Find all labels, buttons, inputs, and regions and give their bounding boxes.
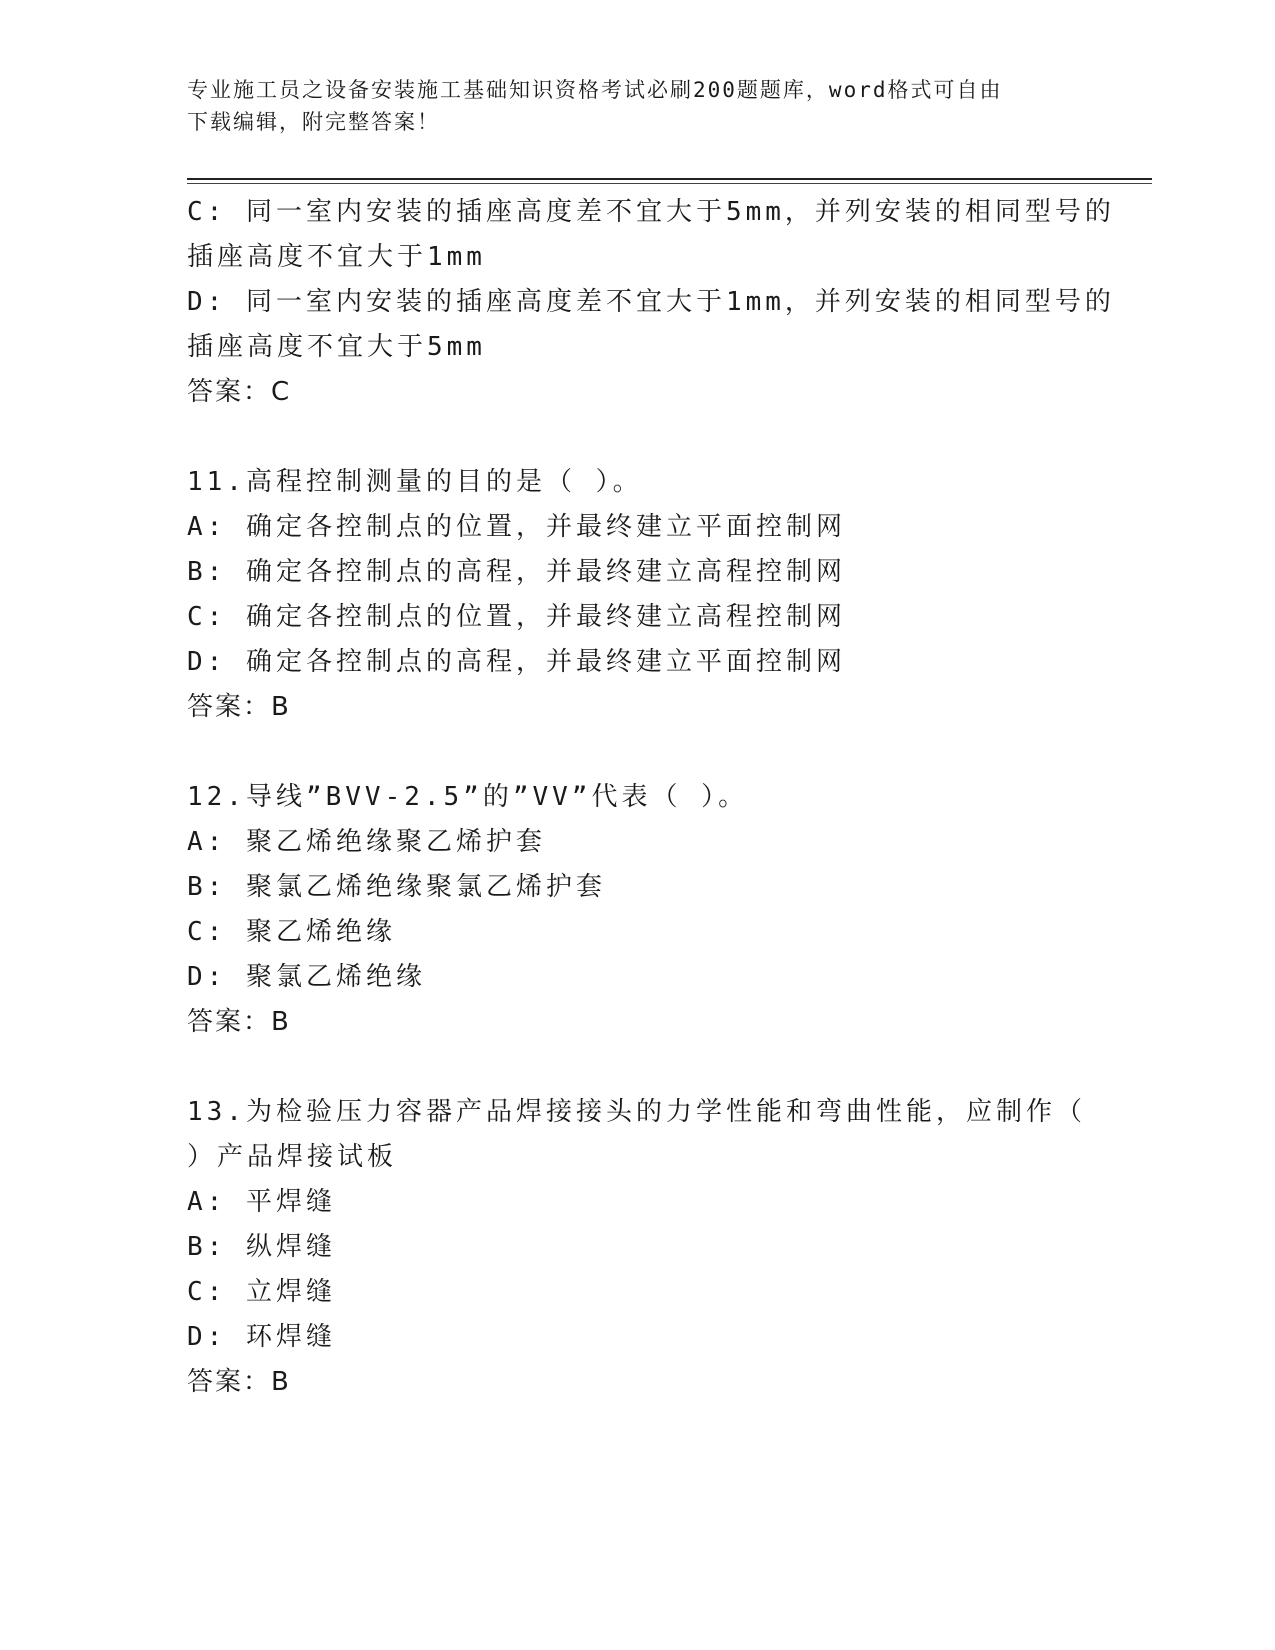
spacer bbox=[187, 1045, 1087, 1090]
option-b: B: 确定各控制点的高程，并最终建立高程控制网 bbox=[187, 557, 846, 587]
question-block bbox=[187, 460, 1087, 730]
header-line-2: 下载编辑，附完整答案！ bbox=[187, 110, 440, 134]
question-stem: 11.高程控制测量的目的是（ ）。 bbox=[187, 467, 643, 497]
option-c: C: 立焊缝 bbox=[187, 1277, 336, 1307]
option-a: A: 平焊缝 bbox=[187, 1187, 336, 1217]
header-rule-thick bbox=[187, 178, 1152, 180]
option-c: C: 聚乙烯绝缘 bbox=[187, 917, 396, 947]
question-list bbox=[187, 190, 1115, 1405]
spacer bbox=[187, 415, 1087, 460]
option-d: D: 同一室内安装的插座高度差不宜大于1mm，并列安装的相同型号的 bbox=[187, 287, 1115, 317]
answer-line: 答案：C bbox=[187, 377, 292, 407]
option-b: B: 聚氯乙烯绝缘聚氯乙烯护套 bbox=[187, 872, 606, 902]
document-header bbox=[187, 74, 1067, 138]
spacer bbox=[187, 730, 1087, 775]
question-stem: 12.导线”BVV-2.5”的”VV”代表（ ）。 bbox=[187, 782, 749, 812]
question-stem-continued: ）产品焊接试板 bbox=[187, 1142, 398, 1172]
option-d: D: 确定各控制点的高程，并最终建立平面控制网 bbox=[187, 647, 846, 677]
header-line-1: 专业施工员之设备安装施工基础知识资格考试必刷200题题库，word格式可自由 bbox=[187, 78, 1003, 102]
header-rule-thin bbox=[187, 183, 1152, 184]
option-c: C: 确定各控制点的位置，并最终建立高程控制网 bbox=[187, 602, 846, 632]
question-block bbox=[187, 1090, 1087, 1405]
answer-line: 答案：B bbox=[187, 692, 291, 722]
option-d: D: 聚氯乙烯绝缘 bbox=[187, 962, 426, 992]
question-block bbox=[187, 775, 1087, 1045]
question-stem: 13.为检验压力容器产品焊接接头的力学性能和弯曲性能，应制作（ bbox=[187, 1097, 1086, 1127]
option-d: D: 环焊缝 bbox=[187, 1322, 336, 1352]
option-a: A: 确定各控制点的位置，并最终建立平面控制网 bbox=[187, 512, 846, 542]
option-c: C: 同一室内安装的插座高度差不宜大于5mm，并列安装的相同型号的 bbox=[187, 197, 1115, 227]
option-c-continued: 插座高度不宜大于1mm bbox=[187, 242, 486, 272]
answer-line: 答案：B bbox=[187, 1367, 291, 1397]
option-a: A: 聚乙烯绝缘聚乙烯护套 bbox=[187, 827, 546, 857]
question-block bbox=[187, 190, 1115, 415]
option-b: B: 纵焊缝 bbox=[187, 1232, 336, 1262]
option-d-continued: 插座高度不宜大于5mm bbox=[187, 332, 486, 362]
answer-line: 答案：B bbox=[187, 1007, 291, 1037]
